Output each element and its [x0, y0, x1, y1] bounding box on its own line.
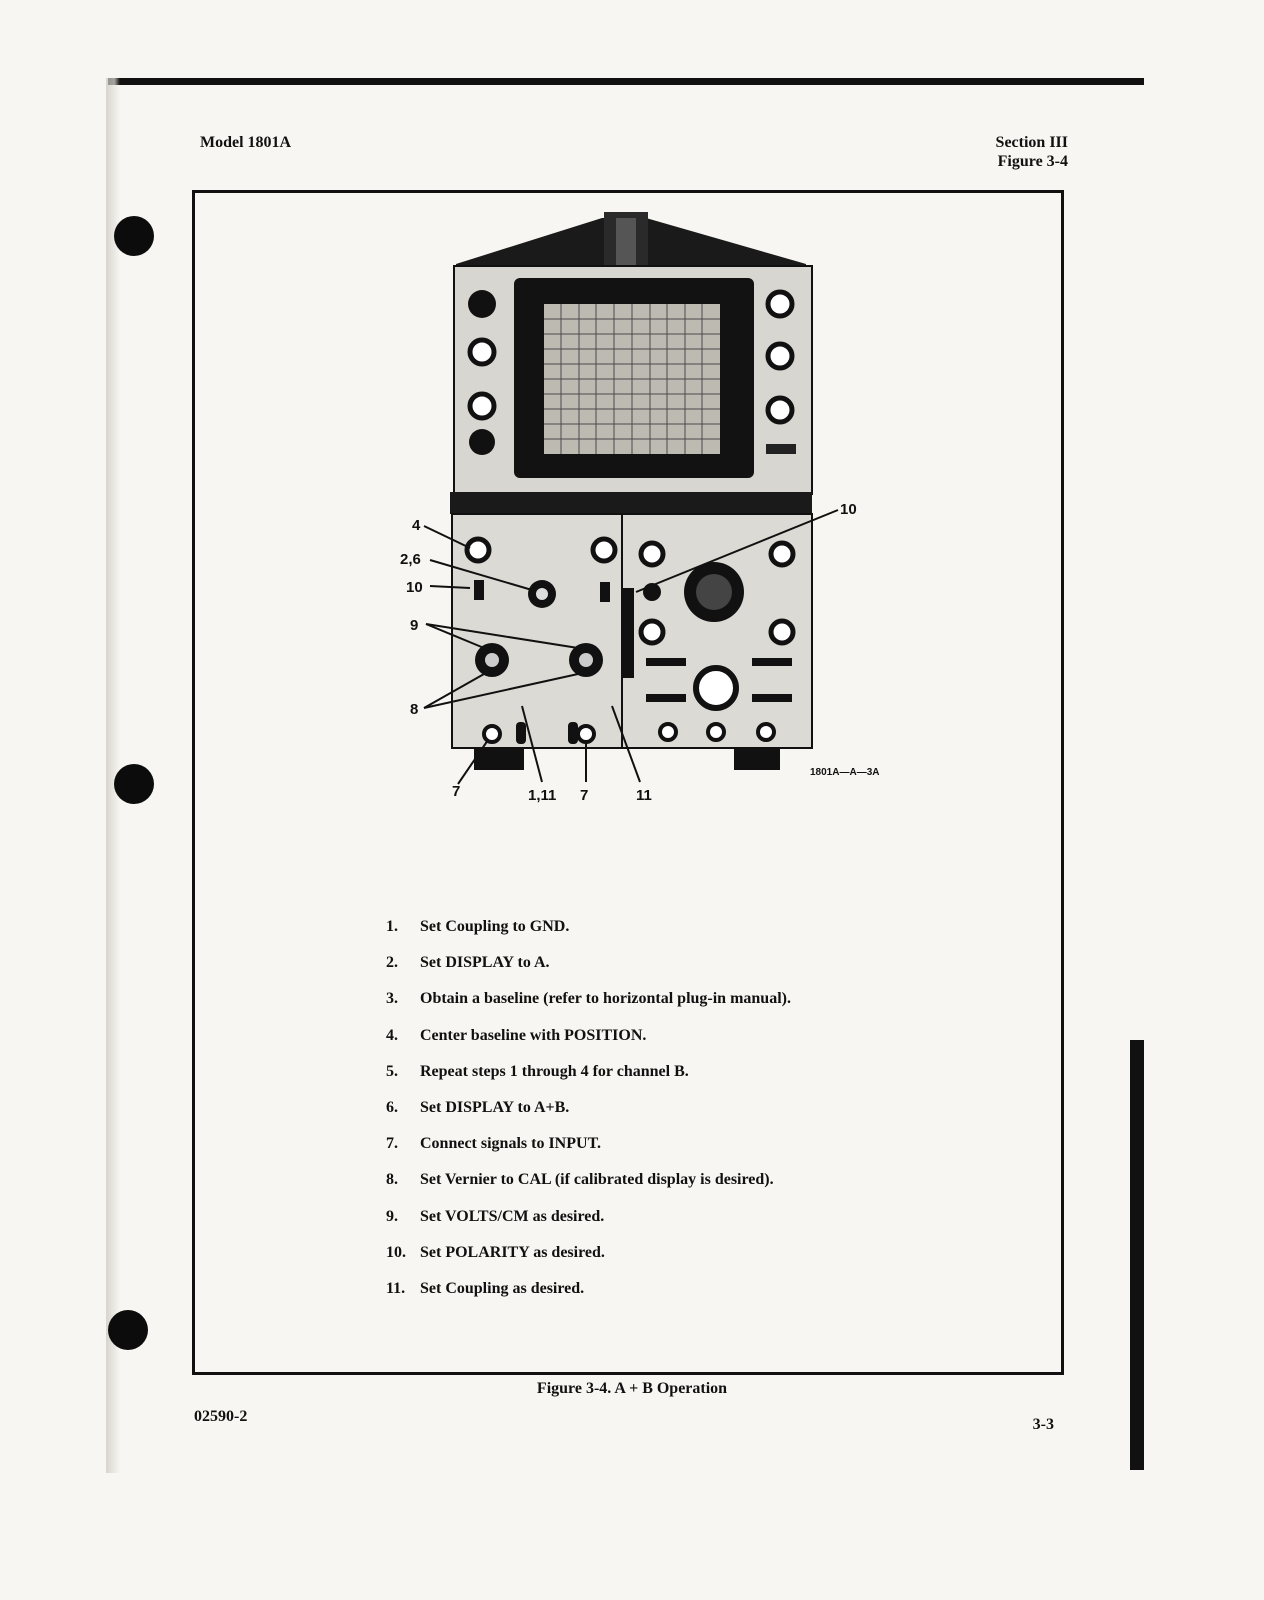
- step-item: 9. Set VOLTS/CM as desired.: [386, 1207, 605, 1225]
- step-item: 1. Set Coupling to GND.: [386, 918, 570, 935]
- top-rule: [108, 78, 1144, 85]
- step-item: 11. Set Coupling as desired.: [386, 1279, 585, 1297]
- step-item: 3. Obtain a baseline (refer to horizontal plug-in manual).: [386, 990, 791, 1008]
- step-item: 10. Set POLARITY as desired.: [386, 1243, 605, 1261]
- procedure-steps: [386, 918, 946, 1316]
- figure-caption: Figure 3-4. A + B Operation: [536, 1380, 728, 1397]
- callout-11: 11: [636, 787, 652, 804]
- step-item: 2. Set DISPLAY to A.: [386, 954, 550, 972]
- callout-7-left: 7: [452, 783, 461, 800]
- callout-10-left: 10: [406, 579, 423, 596]
- header-model: Model 1801A: [200, 134, 292, 151]
- header-figure-ref: Figure 3-4: [997, 153, 1068, 170]
- oscilloscope-illustration: [396, 208, 900, 808]
- callout-8: 8: [410, 701, 419, 718]
- callout-2-6: 2,6: [400, 551, 421, 568]
- step-item: 7. Connect signals to INPUT.: [386, 1135, 602, 1153]
- punch-hole-middle: [114, 764, 154, 804]
- punch-hole-top: [114, 216, 154, 256]
- punch-hole-bottom: [108, 1310, 148, 1350]
- drawing-number: 1801A—A—3A: [810, 767, 880, 778]
- header-section: Section III: [995, 134, 1068, 151]
- footer-page-number: 3-3: [1032, 1416, 1054, 1433]
- step-item: 8. Set Vernier to CAL (if calibrated display is desired).: [386, 1171, 774, 1189]
- step-item: 5. Repeat steps 1 through 4 for channel B.: [386, 1062, 689, 1080]
- footer-doc-number: 02590-2: [194, 1408, 248, 1425]
- callout-1-11: 1,11: [528, 787, 557, 804]
- right-edge-bar: [1130, 1040, 1144, 1470]
- step-item: 6. Set DISPLAY to A+B.: [386, 1098, 570, 1116]
- callout-7-right: 7: [580, 787, 589, 804]
- callout-9: 9: [410, 617, 419, 634]
- step-item: 4. Center baseline with POSITION.: [386, 1026, 647, 1044]
- callout-4: 4: [412, 517, 421, 534]
- callout-10-right: 10: [840, 501, 857, 518]
